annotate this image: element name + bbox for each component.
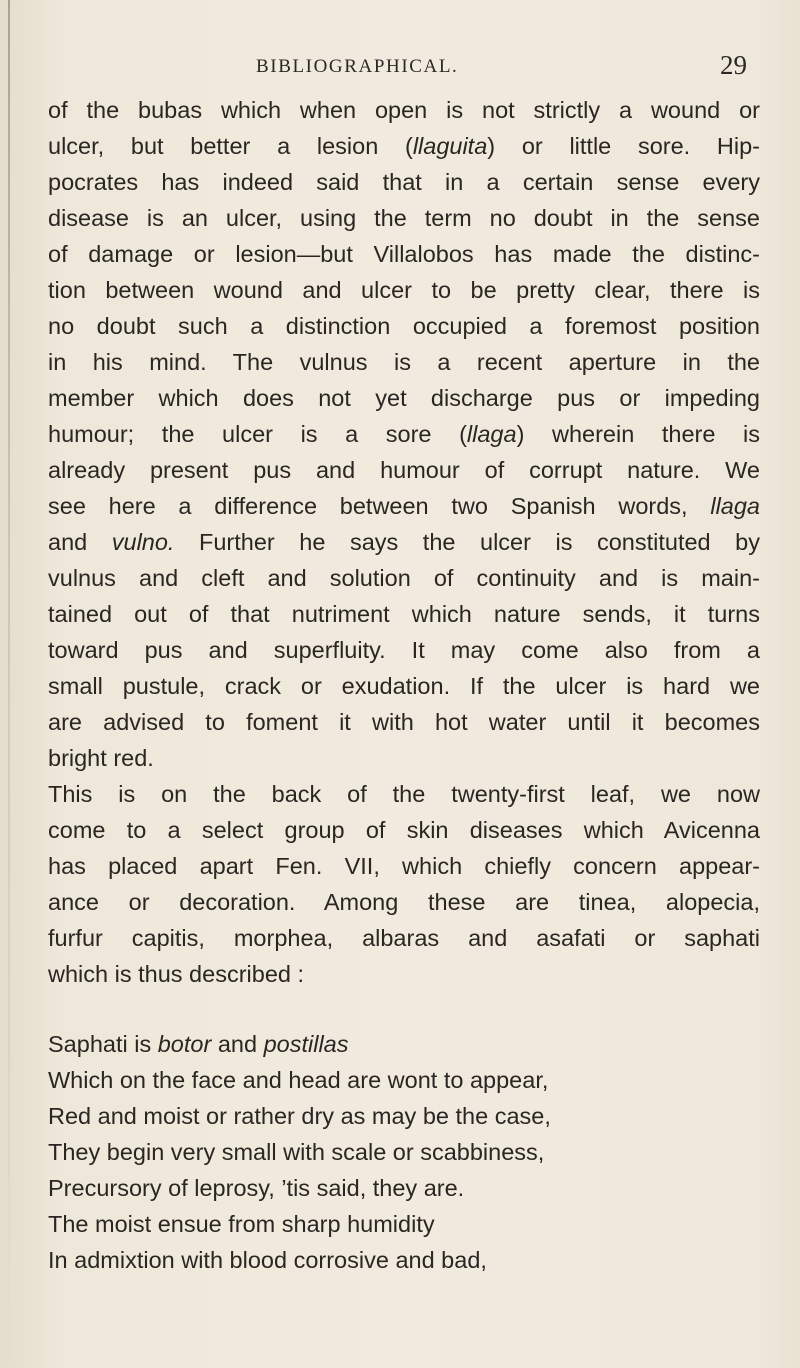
text-line: vulnus and cleft and solution of continuity and is main- [48, 565, 760, 591]
text-line [48, 416, 760, 452]
text-line: already present pus and humour of corrupt nature. We [48, 457, 760, 483]
verse-line: In admixtion with blood corrosive and bad, [48, 1247, 487, 1273]
text-line: furfur capitis, morphea, albaras and asafati or saphati [48, 925, 760, 951]
text-line: toward pus and superfluity. It may come also from a [48, 637, 760, 663]
text-line [48, 488, 760, 524]
text-run: ) wherein there is [516, 421, 760, 447]
text-run: Saphati is [48, 1031, 158, 1057]
italic-word: llaga [710, 493, 760, 519]
text-line: disease is an ulcer, using the term no doubt in the sense [48, 205, 760, 231]
text-line: which is thus described : [48, 961, 305, 987]
text-line: of the bubas which when open is not strictly a wound or [48, 97, 760, 123]
body-text [48, 92, 760, 1278]
text-line: bright red. [48, 745, 154, 771]
verse-line [48, 1026, 760, 1062]
text-run: see here a difference between two Spanish words, [48, 493, 711, 519]
paragraph-1 [48, 92, 760, 776]
verse-line: The moist ensue from sharp humidity [48, 1211, 435, 1237]
text-run: and [211, 1031, 264, 1057]
text-line: ance or decoration. Among these are tinea, alopecia, [48, 889, 760, 915]
page-number: 29 [720, 50, 747, 80]
verse-line: Red and moist or rather dry as may be the case, [48, 1103, 551, 1129]
text-line: tained out of that nutriment which nature sends, it turns [48, 601, 760, 627]
text-line: are advised to foment it with hot water until it becomes [48, 709, 760, 735]
text-line [48, 128, 760, 164]
text-line: of damage or lesion—but Villalobos has made the distinc- [48, 241, 760, 267]
text-line: come to a select group of skin diseases which Avicenna [48, 817, 760, 843]
verse-line: Precursory of leprosy, ’tis said, they are. [48, 1175, 465, 1201]
binding-gutter [8, 0, 10, 1368]
verse-line: They begin very small with scale or scabbiness, [48, 1139, 545, 1165]
stanza-gap [48, 992, 760, 1026]
italic-word: vulno. [111, 529, 175, 555]
italic-word: botor [157, 1031, 212, 1057]
text-line: has placed apart Fen. VII, which chiefly concern appear- [48, 853, 760, 879]
italic-word: postillas [263, 1031, 349, 1057]
text-line: member which does not yet discharge pus or impeding [48, 385, 760, 411]
text-run: Further he says the ulcer is constituted by [174, 529, 760, 555]
running-head: BIBLIOGRAPHICAL. [256, 56, 459, 77]
text-run: humour; the ulcer is a sore ( [48, 421, 467, 447]
page-header [0, 50, 800, 86]
text-run: and [48, 529, 112, 555]
text-line [48, 524, 760, 560]
italic-word: llaguita [412, 133, 488, 159]
verse-line: Which on the face and head are wont to appear, [48, 1067, 549, 1093]
text-line: no doubt such a distinction occupied a foremost position [48, 313, 760, 339]
text-line: in his mind. The vulnus is a recent aperture in the [48, 349, 760, 375]
text-line: This is on the back of the twenty-first leaf, we now [48, 781, 760, 807]
text-run: ulcer, but better a lesion ( [48, 133, 413, 159]
verse-block [48, 1026, 760, 1278]
text-line: small pustule, crack or exudation. If the ulcer is hard we [48, 673, 760, 699]
text-line: pocrates has indeed said that in a certain sense every [48, 169, 760, 195]
paragraph-2 [48, 776, 760, 992]
text-run: ) or little sore. Hip- [487, 133, 760, 159]
italic-word: llaga [466, 421, 517, 447]
text-line: tion between wound and ulcer to be pretty clear, there is [48, 277, 760, 303]
